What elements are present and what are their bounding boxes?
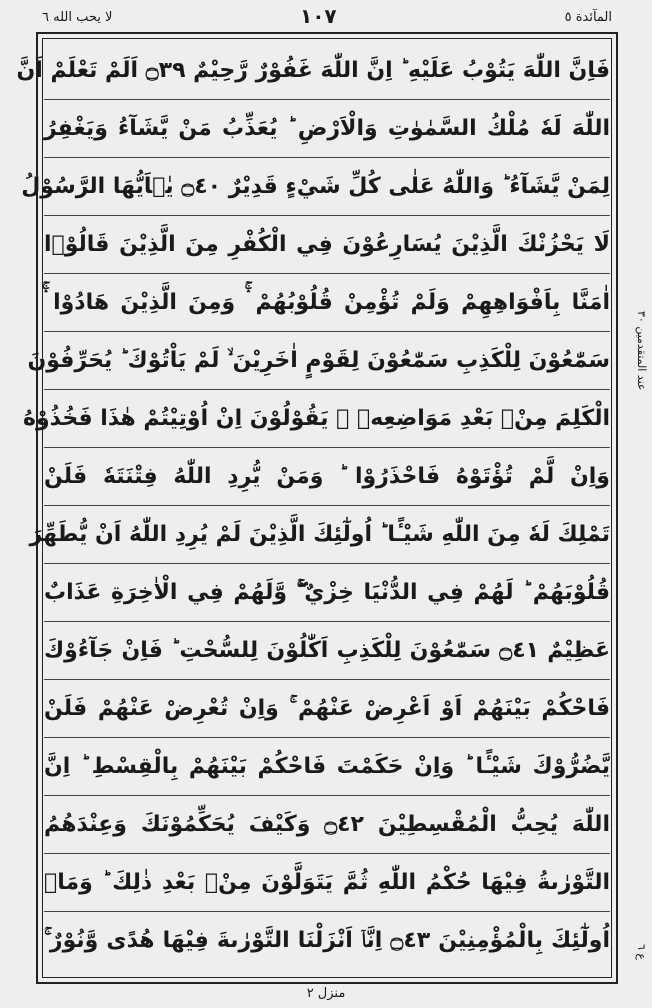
text-frame: [16, 32, 618, 984]
text-line: لَا يَحْزُنْكَ الَّذِيْنَ يُسَارِعُوْنَ فِي الْكُفْرِ مِنَ الَّذِيْنَ قَالُوْۤا: [44, 216, 610, 274]
manzil-footer: منزل ٢: [306, 986, 346, 1001]
page-number: ١٠٧: [300, 4, 337, 28]
text-line: لِمَنْ يَّشَآءُ ؕ وَاللّٰهُ عَلٰى كُلِّ شَيْءٍ قَدِيْرٌ ۝٤٠ يٰۤاَيُّهَا الرَّسُوْلُ: [44, 158, 610, 216]
text-line: فَاِنَّ اللّٰهَ يَتُوْبُ عَلَيْهِ ؕ اِنَّ اللّٰهَ غَفُوْرٌ رَّحِيْمٌ ۝٣٩ اَلَمْ تَعْلَمْ اَنَّ: [44, 42, 610, 100]
text-line: التَّوْرٰىةُ فِيْهَا حُكْمُ اللّٰهِ ثُمَّ يَتَوَلَّوْنَ مِنْۢ بَعْدِ ذٰلِكَ ؕ وَمَاۤ: [44, 854, 610, 912]
text-line: يَّضُرُّوْكَ شَيْـًٔا ؕ وَاِنْ حَكَمْتَ فَاحْكُمْ بَيْنَهُمْ بِالْقِسْطِ ؕ اِنَّ: [44, 738, 610, 796]
text-line: الْكَلِمَ مِنْۢ بَعْدِ مَوَاضِعِهٖ ۚ يَقُوْلُوْنَ اِنْ اُوْتِيْتُمْ هٰذَا فَخُذُوْهُ: [44, 390, 610, 448]
text-line: وَاِنْ لَّمْ تُؤْتَوْهُ فَاحْذَرُوْا ؕ وَمَنْ يُّرِدِ اللّٰهُ فِتْنَتَهٗ فَلَنْ: [44, 448, 610, 506]
text-line: تَمْلِكَ لَهٗ مِنَ اللّٰهِ شَيْـًٔا ؕ اُولٰٓئِكَ الَّذِيْنَ لَمْ يُرِدِ اللّٰهُ اَنْ يُّطَهِّرَ: [44, 506, 610, 564]
margin-annotation: عند المتقدمين ٣٠: [635, 310, 648, 390]
text-line: فَاحْكُمْ بَيْنَهُمْ اَوْ اَعْرِضْ عَنْهُمْ ۚ وَاِنْ تُعْرِضْ عَنْهُمْ فَلَنْ: [44, 680, 610, 738]
text-line: اٰمَنَّا بِاَفْوَاهِهِمْ وَلَمْ تُؤْمِنْ قُلُوْبُهُمْ ۛۚ وَمِنَ الَّذِيْنَ هَادُوْا ۛۚ: [44, 274, 610, 332]
text-line: اللّٰهَ يُحِبُّ الْمُقْسِطِيْنَ ۝٤٢ وَكَيْفَ يُحَكِّمُوْنَكَ وَعِنْدَهُمُ: [44, 796, 610, 854]
surah-name: المآئدة ٥: [564, 10, 612, 25]
text-line: اُولٰٓئِكَ بِالْمُؤْمِنِيْنَ ۝٤٣ اِنَّاۤ اَنْزَلْنَا التَّوْرٰىةَ فِيْهَا هُدًى وَّنُوْرٌ ۚ: [44, 928, 610, 953]
page-header: [0, 0, 652, 32]
ruku-marker: ع ٦: [635, 944, 648, 960]
text-line: قُلُوْبَهُمْ ؕ لَهُمْ فِي الدُّنْيَا خِزْيٌ ۖۚ وَّلَهُمْ فِي الْاٰخِرَةِ عَذَابٌ: [44, 564, 610, 622]
juz-name: لا يحب الله ٦: [42, 10, 113, 25]
text-line: عَظِيْمٌ ۝٤١ سَمّٰعُوْنَ لِلْكَذِبِ اَكّٰلُوْنَ لِلسُّحْتِ ؕ فَاِنْ جَآءُوْكَ: [44, 622, 610, 680]
text-line: اللّٰهَ لَهٗ مُلْكُ السَّمٰوٰتِ وَالْاَرْضِ ؕ يُعَذِّبُ مَنْ يَّشَآءُ وَيَغْفِرُ: [44, 100, 610, 158]
text-line: سَمّٰعُوْنَ لِلْكَذِبِ سَمّٰعُوْنَ لِقَوْمٍ اٰخَرِيْنَ ۙ لَمْ يَاْتُوْكَ ؕ يُحَرِّفُوْنَ: [44, 332, 610, 390]
